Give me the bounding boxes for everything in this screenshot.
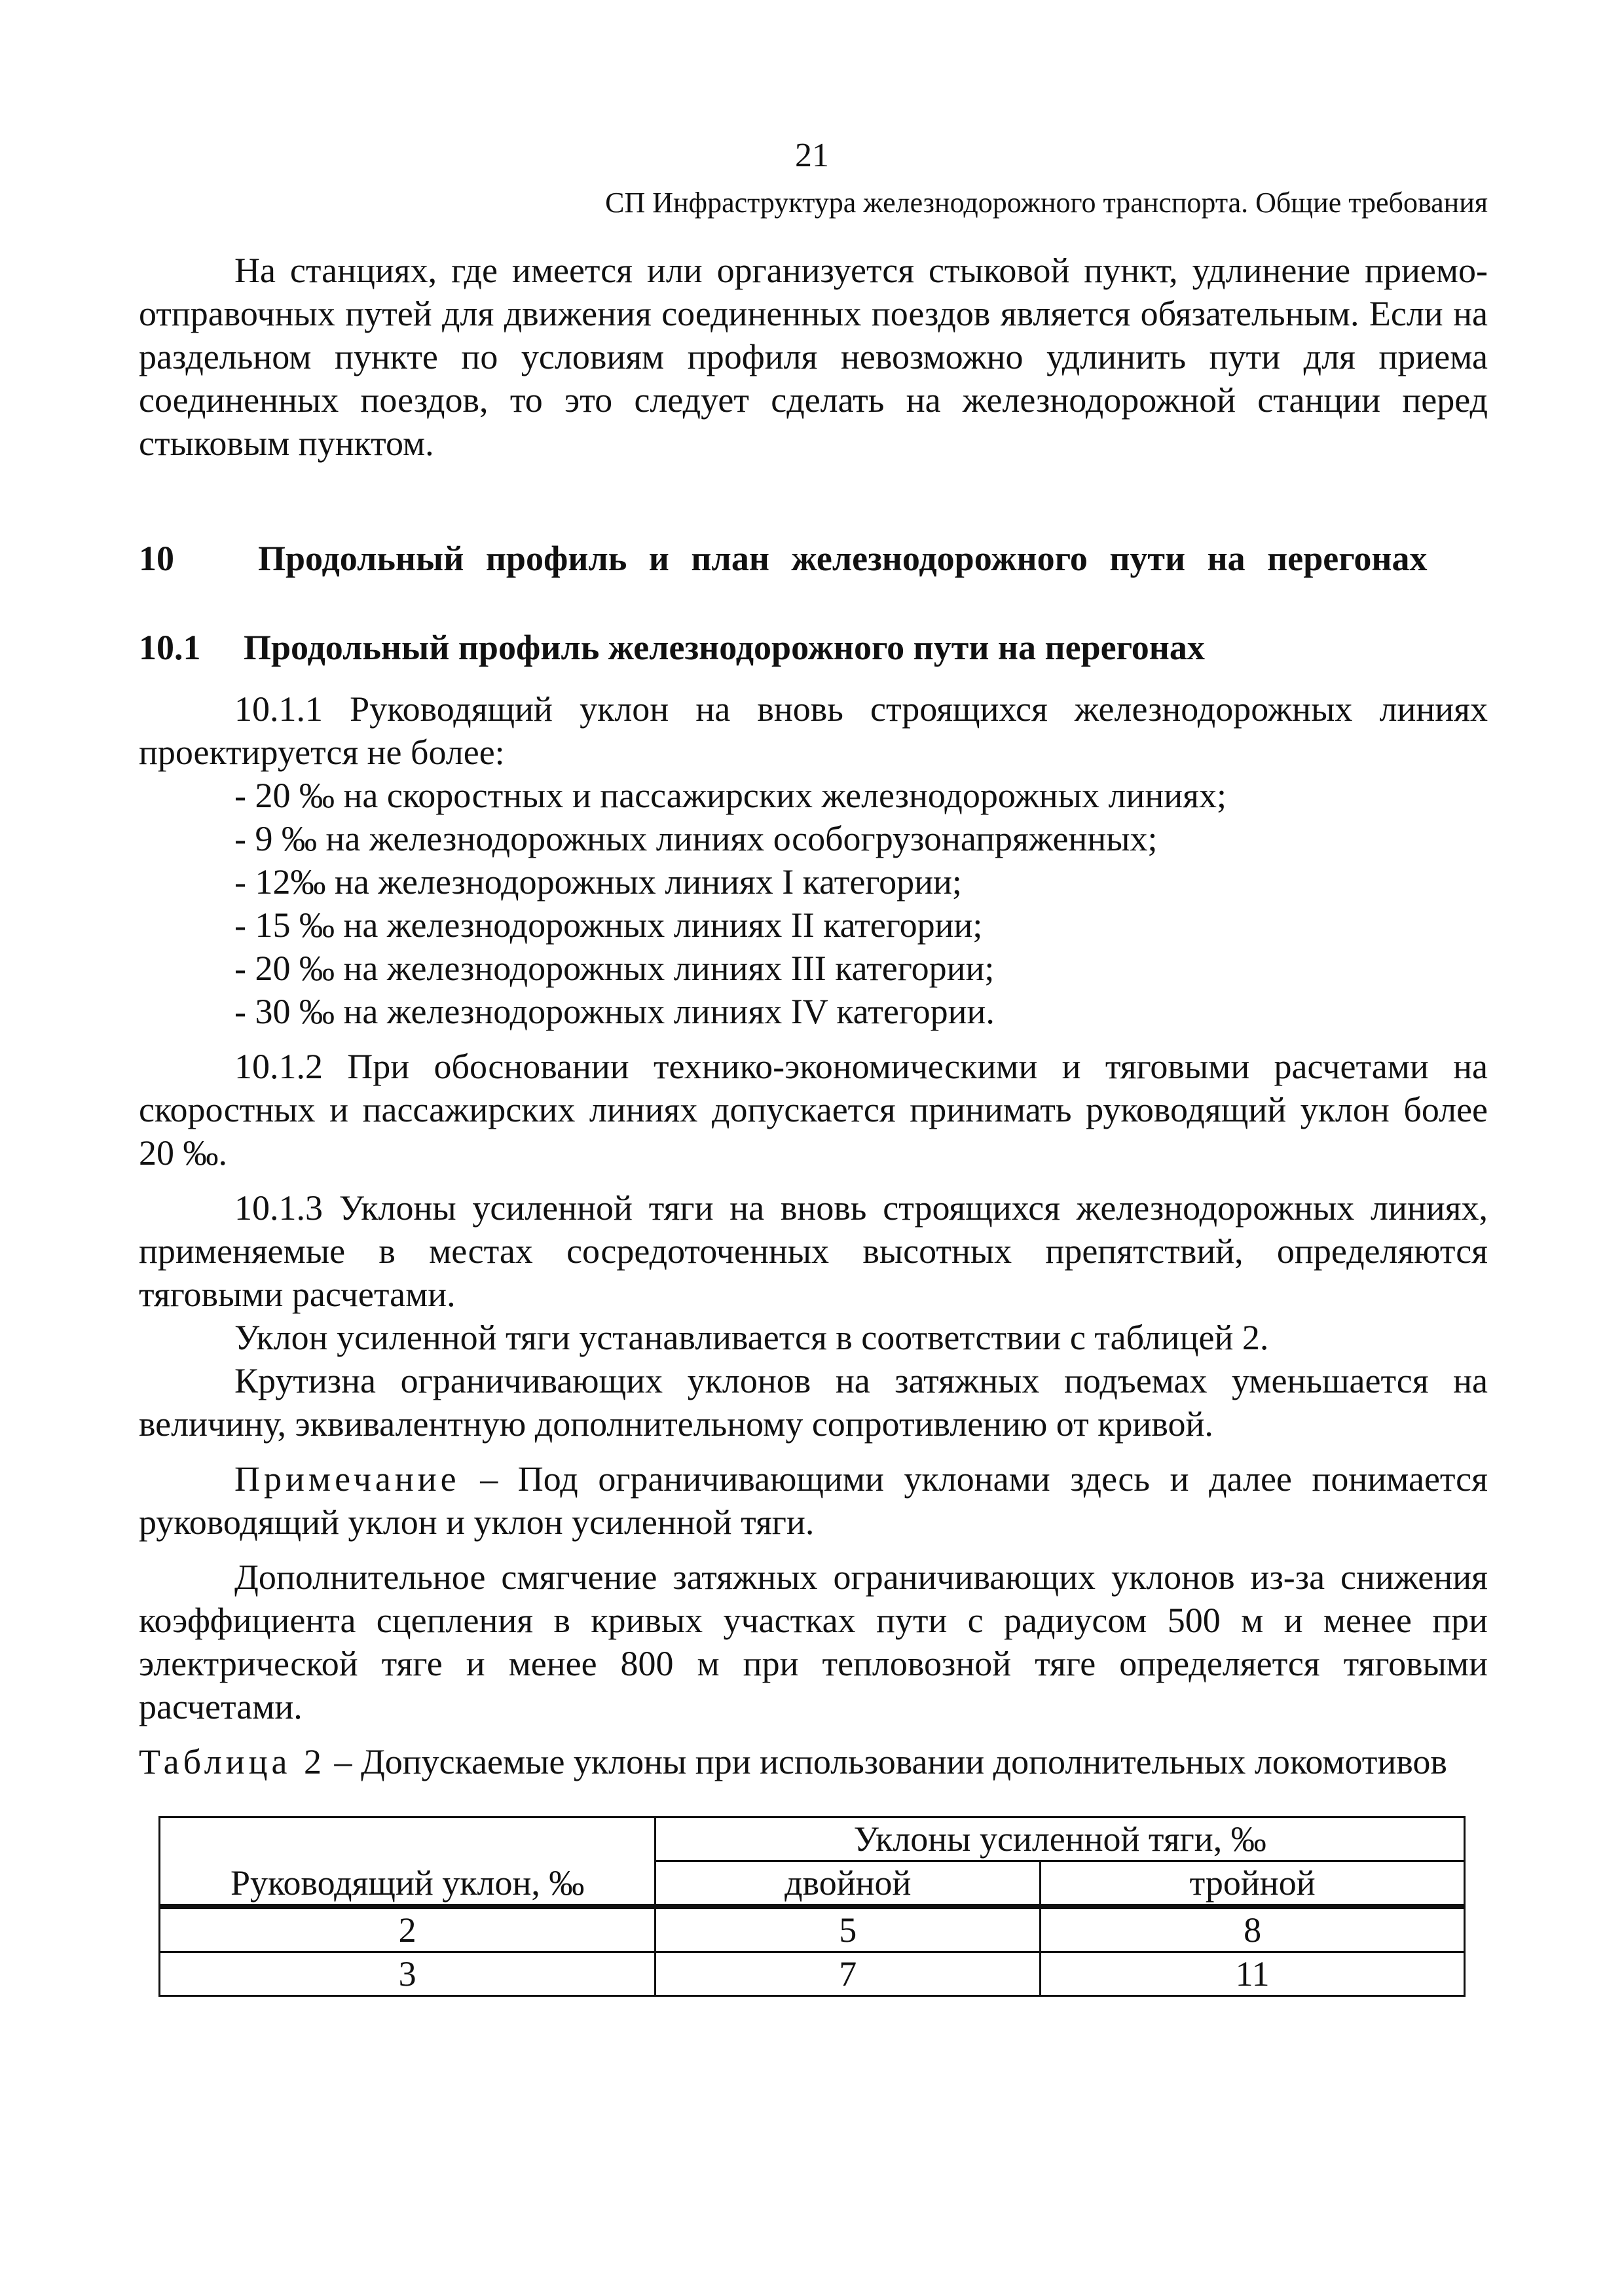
section-10-1-number: 10.1 bbox=[139, 628, 201, 667]
note-text: – Под ограничивающими уклонами здесь и далее понимается руководящий уклон и уклон усиленной тяги. bbox=[139, 1459, 1488, 1542]
table-2-wrapper bbox=[158, 1816, 1466, 1997]
header-ruling-gradient: Руководящий уклон, ‰ bbox=[160, 1817, 655, 1907]
section-10-heading bbox=[139, 537, 1488, 580]
table-reference-paragraph: Уклон усиленной тяги устанавливается в соответствии с таблицей 2. bbox=[234, 1318, 1269, 1357]
clause-10-1-2: 10.1.2 При обосновании технико-экономическими и тяговыми расчетами на скоростных и пассажирских линиях допускается принимать руководящий уклон более 20 ‰. bbox=[139, 1047, 1488, 1173]
section-10-1-heading bbox=[139, 626, 1488, 669]
header-triple: тройной bbox=[1041, 1861, 1465, 1907]
list-item: - 9 ‰ на железнодорожных линиях особогрузонапряженных; bbox=[234, 819, 1158, 858]
table-cell: 2 bbox=[160, 1906, 655, 1952]
list-item: - 30 ‰ на железнодорожных линиях IV категории. bbox=[234, 992, 995, 1031]
table-cell: 5 bbox=[655, 1906, 1041, 1952]
page-body bbox=[139, 249, 1488, 1997]
list-item: - 20 ‰ на железнодорожных линиях III категории; bbox=[234, 949, 995, 988]
gradient-limits-list bbox=[139, 774, 1488, 1033]
section-10-number: 10 bbox=[139, 539, 174, 578]
list-item: - 12‰ на железнодорожных линиях I категории; bbox=[234, 862, 962, 902]
table-2-caption-label: Таблица 2 bbox=[139, 1742, 325, 1781]
note-label: Примечание bbox=[234, 1459, 460, 1499]
intro-paragraph: На станциях, где имеется или организуется стыковой пункт, удлинение приемо-отправочных путей для движения соединенных поездов является обязательным. Если на раздельном пункте по условиям профиля невозможно удлинить пути для приема соединенных поездов, то это следует сделать на железнодорожной станции перед стыковым пунктом. bbox=[139, 251, 1488, 463]
section-10-title: Продольный профиль и план железнодорожного пути на перегонах bbox=[258, 539, 1428, 578]
steepness-paragraph: Крутизна ограничивающих уклонов на затяжных подъемах уменьшается на величину, эквивалентную дополнительному сопротивлению от кривой. bbox=[139, 1361, 1488, 1444]
section-10-1-title: Продольный профиль железнодорожного пути на перегонах bbox=[244, 628, 1205, 667]
table-2-caption-text: – Допускаемые уклоны при использовании дополнительных локомотивов bbox=[325, 1742, 1447, 1781]
header-double: двойной bbox=[655, 1861, 1041, 1907]
running-header: СП Инфраструктура железнодорожного транспорта. Общие требования bbox=[605, 187, 1488, 219]
table-cell: 7 bbox=[655, 1952, 1041, 1996]
table-2-caption bbox=[139, 1740, 1488, 1783]
header-boosted-gradients: Уклоны усиленной тяги, ‰ bbox=[655, 1817, 1465, 1861]
clause-10-1-3: 10.1.3 Уклоны усиленной тяги на вновь строящихся железнодорожных линиях, применяемые в местах сосредоточенных высотных препятствий, определяются тяговыми расчетами. bbox=[139, 1188, 1488, 1314]
table-cell: 8 bbox=[1041, 1906, 1465, 1952]
note-paragraph bbox=[139, 1457, 1488, 1544]
table-row bbox=[160, 1906, 1465, 1952]
list-item: - 20 ‰ на скоростных и пассажирских железнодорожных линиях; bbox=[234, 776, 1227, 815]
table-row bbox=[160, 1952, 1465, 1996]
table-cell: 3 bbox=[160, 1952, 655, 1996]
softening-paragraph: Дополнительное смягчение затяжных ограничивающих уклонов из-за снижения коэффициента сцепления в кривых участках пути с радиусом 500 м и менее при электрической тяге и менее 800 м при тепловозной тяге определяется тяговыми расчетами. bbox=[139, 1558, 1488, 1726]
table-2 bbox=[158, 1816, 1466, 1997]
table-cell: 11 bbox=[1041, 1952, 1465, 1996]
page-number: 21 bbox=[795, 137, 829, 174]
list-item: - 15 ‰ на железнодорожных линиях II категории; bbox=[234, 905, 983, 945]
clause-10-1-1: 10.1.1 Руководящий уклон на вновь строящихся железнодорожных линиях проектируется не более: bbox=[139, 689, 1488, 772]
